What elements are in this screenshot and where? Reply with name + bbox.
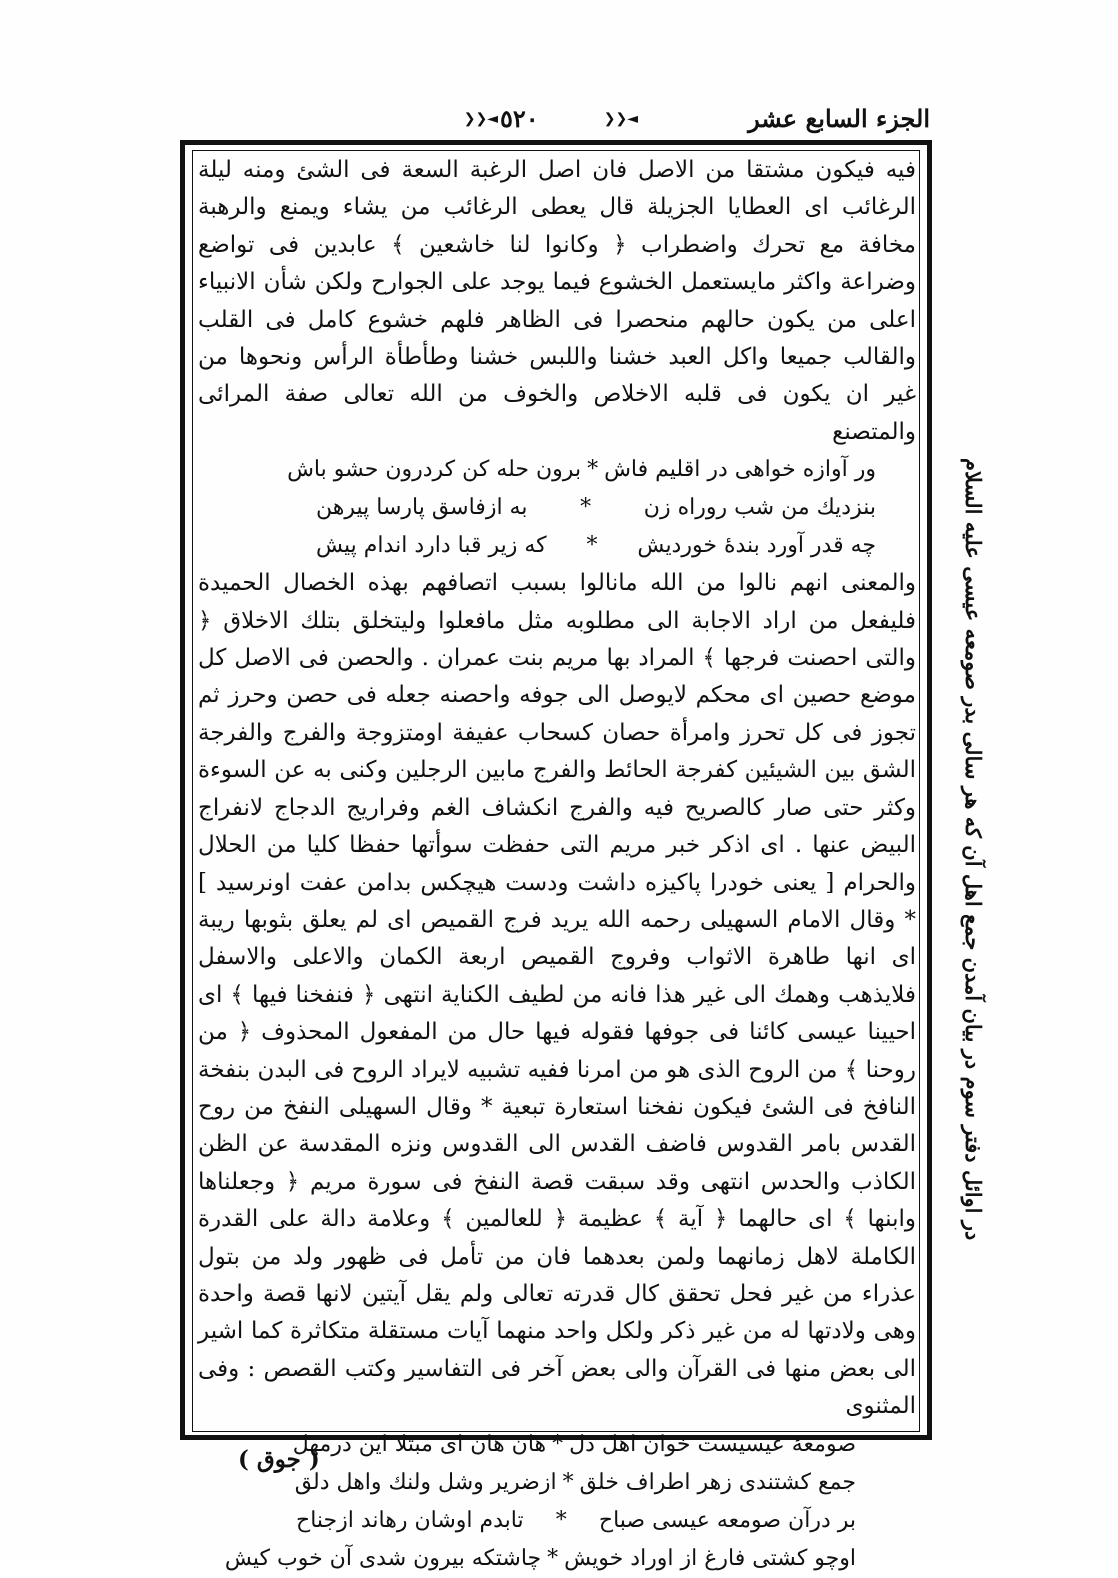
verse-hemistich: اوچو كشتى فارغ از اوراد خويش — [564, 1545, 856, 1571]
ornament-left-icon: ◄❮❮ — [463, 111, 498, 127]
verse-hemistich: به ازفاسق پارسا پيرهن — [316, 495, 528, 521]
verse-separator: * — [586, 533, 598, 559]
verse-separator: * — [562, 1469, 574, 1495]
verse-line — [316, 489, 876, 527]
verse-separator: * — [555, 1507, 567, 1533]
verse-line — [224, 1540, 856, 1578]
verse-line — [296, 1502, 856, 1540]
verse-separator: * — [547, 1545, 559, 1571]
ornament-right-icon: ◄❮❮ — [603, 111, 638, 127]
verse-hemistich: كه زير قبا دارد اندام پيش — [316, 533, 547, 559]
verse-hemistich: جمع كشتندى زهر اطراف خلق — [579, 1469, 856, 1495]
verse-hemistich: چه قدر آورد بندهٔ خورديش — [637, 533, 876, 559]
verse-separator: * — [552, 1431, 564, 1457]
verse-line — [296, 1464, 856, 1502]
page-number: ٥٢٠ — [500, 104, 539, 133]
verse-hemistich: ازضرير وشل ولنك واهل دلق — [294, 1469, 557, 1495]
verse-hemistich: ور آوازه خواهى در اقليم فاش — [604, 457, 876, 483]
verse-hemistich: چاشتكه بيرون شدى آن خوب كيش — [224, 1545, 542, 1571]
verse-hemistich: صومعهٔ عيسيست خوان اهل دل — [569, 1431, 856, 1457]
verse-separator: * — [580, 495, 592, 521]
verse-hemistich: هان هان اى مبتلا اين درمهل — [292, 1431, 547, 1457]
paragraph: فيه فيكون مشتقا من الاصل فان اصل الرغبة السعة فى الشئ ومنه ليلة الرغائب اى العطايا الجزيلة قال يعطى الرغائب من يشاء ويمنع والرهبة مخافة مع تحرك واضطراب ﴿ وكانوا لنا خاشعين ﴾ عابدين فى تواضع وضراعة واكثر مايستعمل الخشوع فيما يوجد على الجوارح ولكن شأن الانبياء اعلى من يكون حالهم منحصرا فى الظاهر فلهم خشوع كامل فى القلب والقالب جميعا واكل العبد خشنا واللبس خشنا وطأطأة الرأس ونحوها من غير ان يكون فى قلبه الاخلاص والخوف من الله تعالى صفة المرائى والمتصنع — [198, 157, 916, 445]
part-title: الجزء السابع عشر — [748, 104, 930, 133]
page-header — [170, 100, 930, 142]
catchword: ( جوق ) — [238, 1446, 320, 1473]
verse-hemistich: تابدم اوشان رهاند ازجناح — [296, 1507, 524, 1533]
verse-line — [316, 527, 876, 565]
verse-hemistich: بر درآن صومعه عيسى صباح — [598, 1507, 856, 1533]
paragraph: والمعنى انهم نالوا من الله مانالوا بسبب اتصافهم بهذه الخصال الحميدة فليفعل من اراد الاجابة الى مطلوبه مثل مافعلوا وليتخلق بتلك الاخلاق ﴿ والتى احصنت فرجها ﴾ المراد بها مريم بنت عمران . والحصن فى الاصل كل موضع حصين اى محكم لايوصل الى جوفه واحصنه جعله فى حصن وحرز ثم تجوز فى كل تحرز وامرأة حصان كسحاب عفيفة اومتزوجة والفرج والفرجة الشق بين الشيئين كفرجة الحائط والفرج مابين الرجلين وكنى به عن السوءة وكثر حتى صار كالصريح فيه والفرج انكشاف الغم وفراريج الدجاج لانفراج البيض عنها . اى اذكر خبر مريم التى حفظت سوأتها حفظا كليا من الحلال والحرام [ يعنى خودرا پاكيزه داشت ودست هيچكس بدامن عفت اونرسيد ] * وقال الامام السهيلى رحمه الله يريد فرج القميص اى لم يعلق بثوبها ريبة اى انها طاهرة الاثواب وفروج القميص اربعة الكمان والاعلى والاسفل فلايذهب وهمك الى غير هذا فانه من لطيف الكناية انتهى ﴿ فنفخنا فيها ﴾ اى احيينا عيسى كائنا فى جوفها فقوله فيها حال من المفعول المحذوف ﴿ من روحنا ﴾ من الروح الذى هو من امرنا ففيه تشبيه لايراد الروح فى البدن بنفخة النافخ فى الشئ فيكون نفخنا استعارة تبعية * وقال السهيلى النفخ من روح القدس بامر القدوس فاضف القدس الى القدوس ونزه المقدسة عن الظن الكاذب والحدس انتهى وقد سبقت قصة النفخ فى سورة مريم ﴿ وجعلناها وابنها ﴾ اى حالهما ﴿ آية ﴾ عظيمة ﴿ للعالمين ﴾ وعلامة دالة على القدرة الكاملة لاهل زمانهما ولمن بعدهما فان من تأمل فى ظهور ولد من بتول عذراء من غير فحل تحقق كال قدرته تعالى ولم يقل آيتين لانها قصة واحدة وهى ولادتها له من غير ذكر ولكل واحد منهما آيات مستقلة متكاثرة كما اشير الى بعض منها فى القرآن والى بعض آخر فى التفاسير وكتب القصص : وفى المثنوى — [198, 570, 916, 1420]
verse-separator: * — [587, 457, 599, 483]
margin-note: ﺩﺭ ﺍﻭﺍﺋﻞ ﺩﻓﺘﺮ ﺳﻮﻡ ﺩﺭ ﺑﻴﺎﻥ ﺁﻣﺪﻥ ﺟﻤﻊ ﺍﻫﻞ ﺁﻥ ﻛﻪ ﻫﺮ ﺳﺎﻟﻰ ﺑﺪﺭ ﺻﻮﻣﻌﻪ ﻋﻴﺴﻰ ﻋﻠﻴﻪ ﺍﻟﺴﻼﻡ — [961, 457, 986, 1240]
verse-line — [287, 451, 876, 489]
verse-hemistich: برون حله كن كردرون حشو باش — [287, 457, 582, 483]
verse-hemistich: بنزديك من شب روراه زن — [643, 495, 876, 521]
verse-line — [292, 1426, 856, 1464]
